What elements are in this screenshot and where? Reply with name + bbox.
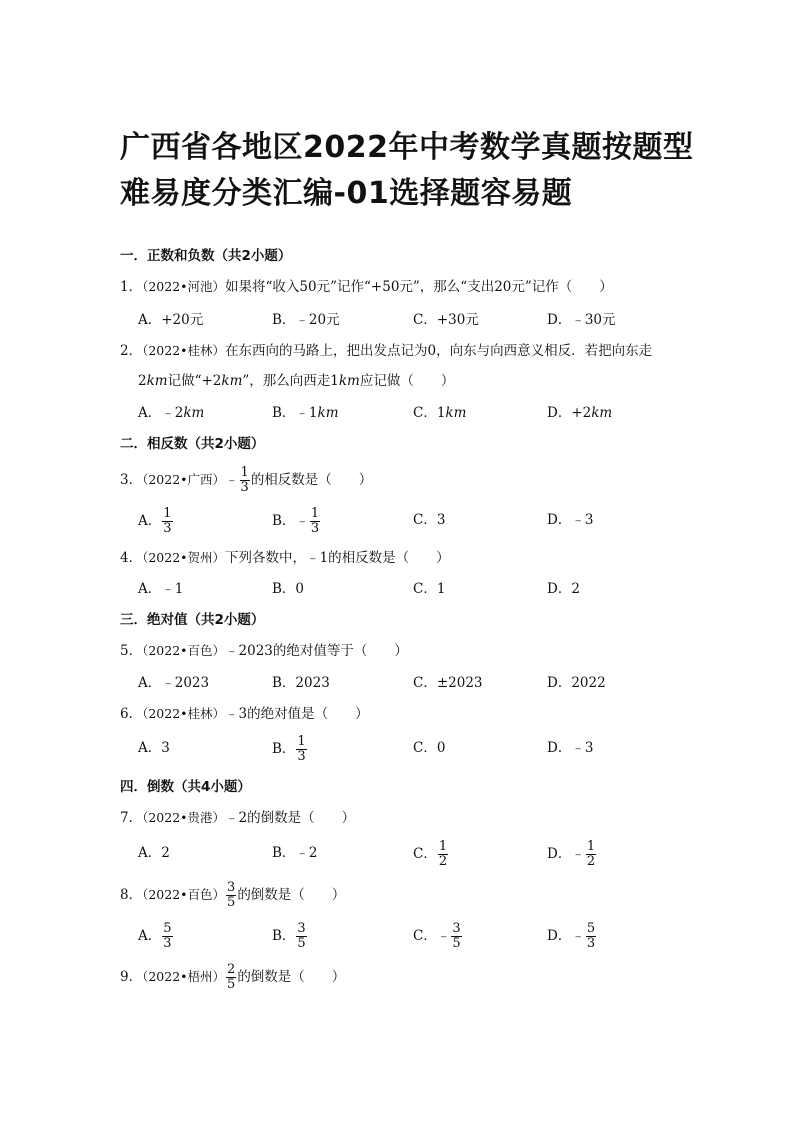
q7-option-d — [547, 840, 597, 869]
q6-option-b — [272, 735, 308, 764]
option-label: A． — [138, 513, 162, 529]
q8-option-b — [272, 922, 308, 951]
q2-option-d — [547, 403, 612, 423]
text-run: 2 — [138, 373, 147, 389]
unit-km: km — [146, 373, 168, 389]
q1-option-d: D．﹣30元 — [547, 312, 616, 328]
q5-option-a: A．﹣2023 — [138, 675, 210, 691]
question-number: 7． — [120, 810, 143, 826]
q3-option-b — [272, 507, 321, 536]
q8-option-d — [547, 922, 597, 951]
option-label: C．1 — [413, 405, 446, 421]
question-number: 6． — [120, 706, 143, 722]
q8-option-a — [138, 922, 174, 951]
question-text: ﹣3的绝对值是（ ） — [225, 706, 369, 722]
question-8 — [120, 881, 345, 910]
unit-km: km — [183, 405, 205, 421]
option-label: A．﹣2 — [138, 405, 184, 421]
option-label: B．﹣1 — [272, 405, 318, 421]
fraction-denominator: 3 — [297, 749, 306, 764]
fraction-numerator: 1 — [438, 839, 448, 854]
question-text: 的倒数是（ ） — [237, 969, 346, 985]
question-number: 1． — [120, 279, 143, 295]
question-2-continuation — [138, 371, 454, 391]
fraction — [586, 840, 596, 869]
question-number: 2． — [120, 343, 143, 359]
option-label: D．﹣ — [547, 846, 585, 862]
text-run: ”，那么向西走1 — [242, 373, 339, 389]
q4-option-b: B．0 — [272, 581, 305, 597]
q7-option-c — [413, 840, 449, 869]
fraction — [296, 922, 306, 951]
question-1 — [120, 277, 613, 297]
fraction-numerator: 1 — [297, 734, 306, 749]
question-text: ﹣2的倒数是（ ） — [225, 810, 356, 826]
q3-option-d: D．﹣3 — [547, 512, 594, 528]
q5-option-c: C．±2023 — [413, 675, 483, 691]
text-run: 记做“+2 — [167, 373, 222, 389]
fraction-denominator: 5 — [227, 895, 236, 910]
option-label: B． — [272, 741, 296, 757]
question-text: 的倒数是（ ） — [237, 887, 346, 903]
option-label: D．+2 — [547, 405, 592, 421]
question-text: 在东西向的马路上，把出发点记为0，向东与向西意义相反．若把向东走 — [225, 343, 653, 359]
fraction-denominator: 3 — [163, 936, 172, 951]
q6-option-a: A．3 — [138, 740, 170, 756]
question-number: 8． — [120, 887, 143, 903]
question-4 — [120, 548, 450, 568]
q5-option-d: D．2022 — [547, 675, 606, 691]
section-heading-2: 二．相反数（共2小题） — [120, 436, 265, 452]
q3-option-c: C．3 — [413, 512, 446, 528]
fraction-denominator: 3 — [163, 521, 172, 536]
q7-option-a: A．2 — [138, 845, 170, 861]
fraction-numerator: 1 — [240, 465, 249, 480]
question-source: （2022•桂林） — [142, 706, 226, 721]
question-source: （2022•百色） — [142, 887, 226, 902]
unit-km: km — [591, 405, 613, 421]
minus-sign: ﹣ — [225, 472, 239, 488]
fraction-numerator: 1 — [310, 506, 320, 521]
question-6 — [120, 704, 369, 724]
fraction-denominator: 5 — [297, 936, 306, 951]
option-label: C． — [413, 846, 437, 862]
question-number: 5． — [120, 643, 143, 659]
q8-option-c — [413, 922, 463, 951]
text-run: 应记做（ ） — [359, 373, 455, 389]
fraction — [310, 507, 320, 536]
question-source: （2022•百色） — [142, 643, 226, 658]
q4-option-c: C．1 — [413, 581, 446, 597]
document-title-line-1: 广西省各地区2022年中考数学真题按题型 — [120, 130, 694, 165]
q1-option-b: B．﹣20元 — [272, 312, 340, 328]
q1-option-a: A．+20元 — [138, 312, 204, 328]
option-label: C．﹣ — [413, 928, 451, 944]
unit-km: km — [317, 405, 339, 421]
fraction-numerator: 1 — [586, 839, 596, 854]
q6-option-c: C．0 — [413, 740, 446, 756]
section-heading-1: 一．正数和负数（共2小题） — [120, 248, 292, 264]
unit-km: km — [338, 373, 360, 389]
fraction-numerator: 3 — [452, 921, 461, 936]
question-source: （2022•桂林） — [142, 343, 226, 358]
question-9 — [120, 963, 345, 992]
section-heading-4: 四．倒数（共4小题） — [120, 779, 251, 795]
q4-option-a: A．﹣1 — [138, 581, 184, 597]
option-label: A． — [138, 928, 162, 944]
fraction — [438, 840, 448, 869]
question-number: 9． — [120, 969, 143, 985]
fraction-numerator: 3 — [227, 880, 236, 895]
fraction-denominator: 3 — [310, 521, 320, 536]
q2-option-b — [272, 403, 339, 423]
fraction-denominator: 2 — [438, 854, 448, 869]
fraction — [451, 922, 461, 951]
fraction — [226, 963, 236, 992]
q1-option-c: C．+30元 — [413, 312, 479, 328]
q2-option-c — [413, 403, 466, 423]
fraction — [162, 507, 172, 536]
fraction-denominator: 5 — [227, 977, 236, 992]
question-text: ﹣2023的绝对值等于（ ） — [225, 643, 408, 659]
question-source: （2022•广西） — [142, 472, 226, 487]
q5-option-b: B．2023 — [272, 675, 330, 691]
fraction-numerator: 5 — [586, 921, 596, 936]
section-heading-3: 三．绝对值（共2小题） — [120, 612, 265, 628]
question-text: 如果将“收入50元”记作“+50元”，那么“支出20元”记作（ ） — [225, 279, 613, 295]
unit-km: km — [221, 373, 243, 389]
question-5 — [120, 641, 408, 661]
question-source: （2022•梧州） — [142, 969, 226, 984]
fraction — [226, 881, 236, 910]
q4-option-d: D．2 — [547, 581, 580, 597]
q7-option-b: B．﹣2 — [272, 845, 318, 861]
fraction — [240, 466, 250, 495]
q3-option-a — [138, 507, 174, 536]
question-source: （2022•贺州） — [142, 550, 226, 565]
document-title-line-2: 难易度分类汇编-01选择题容易题 — [120, 176, 573, 211]
question-7 — [120, 808, 355, 828]
question-3 — [120, 466, 372, 495]
question-text: 下列各数中，﹣1的相反数是（ ） — [225, 550, 450, 566]
fraction — [296, 735, 306, 764]
fraction-denominator: 3 — [586, 936, 596, 951]
question-number: 3． — [120, 472, 143, 488]
unit-km: km — [445, 405, 467, 421]
option-label: B． — [272, 928, 296, 944]
fraction-numerator: 1 — [163, 506, 172, 521]
q6-option-d: D．﹣3 — [547, 740, 594, 756]
question-2 — [120, 341, 652, 361]
fraction-denominator: 2 — [586, 854, 596, 869]
fraction-numerator: 3 — [297, 921, 306, 936]
fraction — [162, 922, 172, 951]
fraction — [586, 922, 596, 951]
fraction-denominator: 5 — [452, 936, 461, 951]
option-label: B．﹣ — [272, 513, 309, 529]
option-label: D．﹣ — [547, 928, 585, 944]
question-text: 的相反数是（ ） — [250, 472, 373, 488]
fraction-denominator: 3 — [240, 480, 249, 495]
question-source: （2022•贵港） — [142, 810, 226, 825]
fraction-numerator: 2 — [227, 962, 236, 977]
question-source: （2022•河池） — [142, 279, 226, 294]
q2-option-a — [138, 403, 204, 423]
question-number: 4． — [120, 550, 143, 566]
fraction-numerator: 5 — [163, 921, 172, 936]
